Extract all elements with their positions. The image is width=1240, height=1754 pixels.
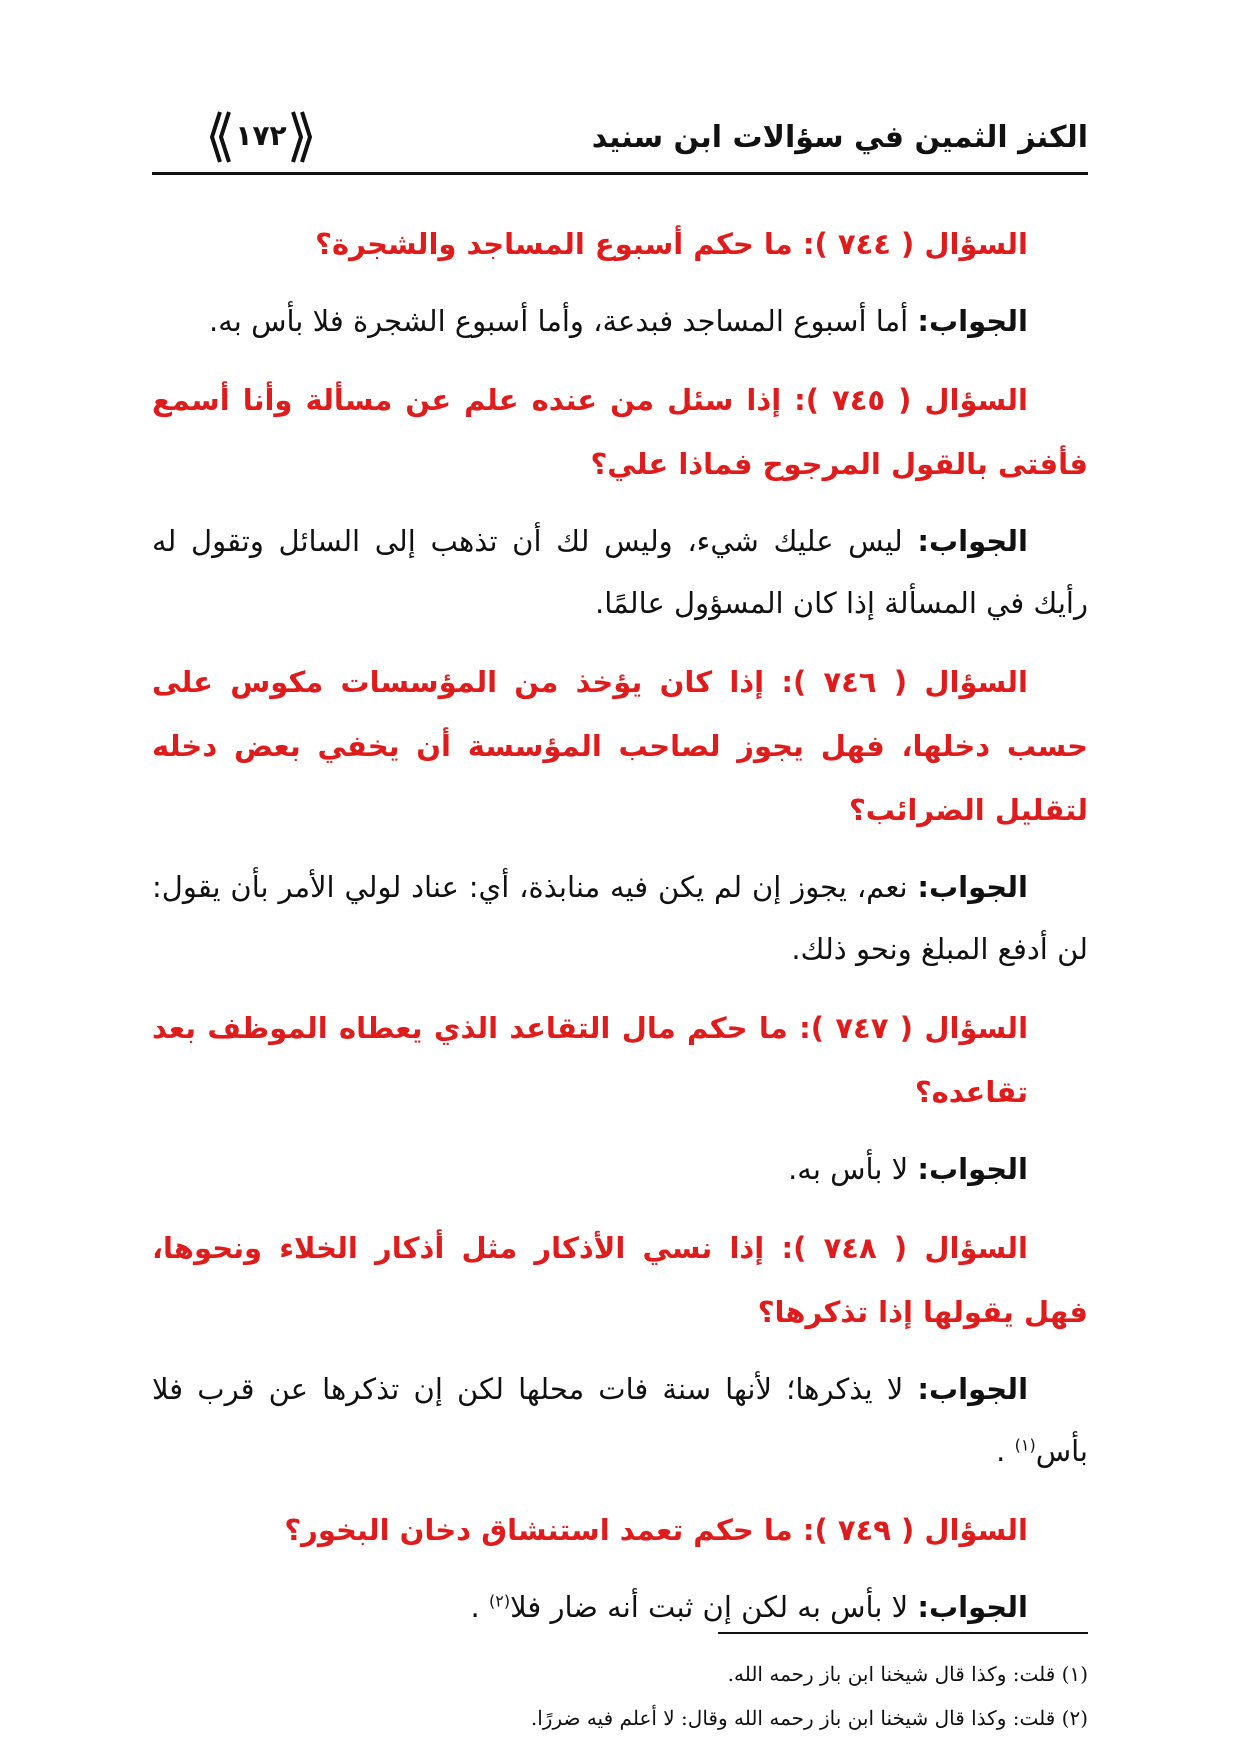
question-label: السؤال ( ٧٤٤ ): [802, 227, 1028, 261]
question-text: ما حكم مال التقاعد الذي يعطاه الموظف بعد تقاعده؟ [152, 1011, 1028, 1109]
question-label: السؤال ( ٧٤٨ ): [781, 1231, 1028, 1265]
answer-text: لا بأس به. [788, 1152, 909, 1186]
question [152, 650, 1088, 842]
question-text: إذا كان يؤخذ من المؤسسات مكوس على حسب دخلها، فهل يجوز لصاحب المؤسسة أن يخفي بعض دخله لتقليل الضرائب؟ [152, 665, 1088, 827]
question [152, 212, 1028, 276]
qa-item [152, 212, 1088, 352]
question-text: إذا سئل من عنده علم عن مسألة وأنا أسمع فأفتى بالقول المرجوح فماذا علي؟ [152, 383, 1088, 481]
footnotes [152, 1652, 1088, 1740]
question [152, 996, 1028, 1124]
answer-label: الجواب: [917, 524, 1028, 558]
answer-label: الجواب: [917, 304, 1028, 338]
answer-end: . [470, 1590, 480, 1624]
answer-text: نعم، يجوز إن لم يكن فيه منابذة، أي: عناد لولي الأمر بأن يقول: لن أدفع المبلغ ونحو ذلك. [152, 870, 1088, 966]
question-text: إذا نسي الأذكار مثل أذكار الخلاء ونحوها، فهل يقولها إذا تذكرها؟ [152, 1231, 1088, 1329]
question [152, 368, 1088, 496]
question-text: ما حكم تعمد استنشاق دخان البخور؟ [284, 1513, 793, 1547]
footnote-divider [718, 1632, 1088, 1634]
question [152, 1216, 1088, 1344]
page-header [152, 100, 1088, 180]
answer-text: ليس عليك شيء، وليس لك أن تذهب إلى السائل وتقول له رأيك في المسألة إذا كان المسؤول عالمًا. [152, 524, 1088, 620]
question-text: ما حكم أسبوع المساجد والشجرة؟ [315, 227, 793, 261]
page-number: ١٧٢ [235, 119, 287, 152]
qa-item [152, 1216, 1088, 1482]
book-title: الكنز الثمين في سؤالات ابن سنيد [591, 120, 1088, 155]
answer [152, 1138, 1028, 1200]
answer-label: الجواب: [917, 870, 1028, 904]
answer-end: . [996, 1434, 1006, 1468]
answer [152, 1358, 1088, 1482]
answer-label: الجواب: [917, 1590, 1028, 1624]
footnote-ref[interactable]: (١) [1014, 1435, 1036, 1455]
answer [152, 510, 1088, 634]
footnote: (١) قلت: وكذا قال شيخنا ابن باز رحمه الله. [727, 1662, 1088, 1686]
answer [152, 1576, 1028, 1638]
qa-item [152, 1498, 1088, 1638]
question [152, 1498, 1028, 1562]
question-label: السؤال ( ٧٤٦ ): [781, 665, 1028, 699]
qa-item [152, 650, 1088, 980]
question-label: السؤال ( ٧٤٩ ): [802, 1513, 1028, 1547]
answer [152, 856, 1088, 980]
question-label: السؤال ( ٧٤٧ ): [799, 1011, 1029, 1045]
qa-item [152, 996, 1088, 1200]
answer-text: لا بأس به لكن إن ثبت أنه ضار فلا [510, 1590, 909, 1624]
header-divider [152, 172, 1088, 175]
answer-label: الجواب: [917, 1372, 1029, 1406]
footnote-ref[interactable]: (٢) [488, 1591, 511, 1611]
qa-content [152, 212, 1088, 1654]
answer-text: لا يذكرها؛ لأنها سنة فات محلها لكن إن تذكرها عن قرب فلا بأس [152, 1372, 1088, 1468]
qa-item [152, 368, 1088, 634]
answer-text: أما أسبوع المساجد فبدعة، وأما أسبوع الشجرة فلا بأس به. [209, 304, 909, 338]
answer-label: الجواب: [917, 1152, 1028, 1186]
page-number-badge [210, 108, 312, 166]
answer [152, 290, 1028, 352]
question-label: السؤال ( ٧٤٥ ): [794, 383, 1028, 417]
footnote: (٢) قلت: وكذا قال شيخنا ابن باز رحمه الله وقال: لا أعلم فيه ضررًا. [530, 1706, 1088, 1730]
